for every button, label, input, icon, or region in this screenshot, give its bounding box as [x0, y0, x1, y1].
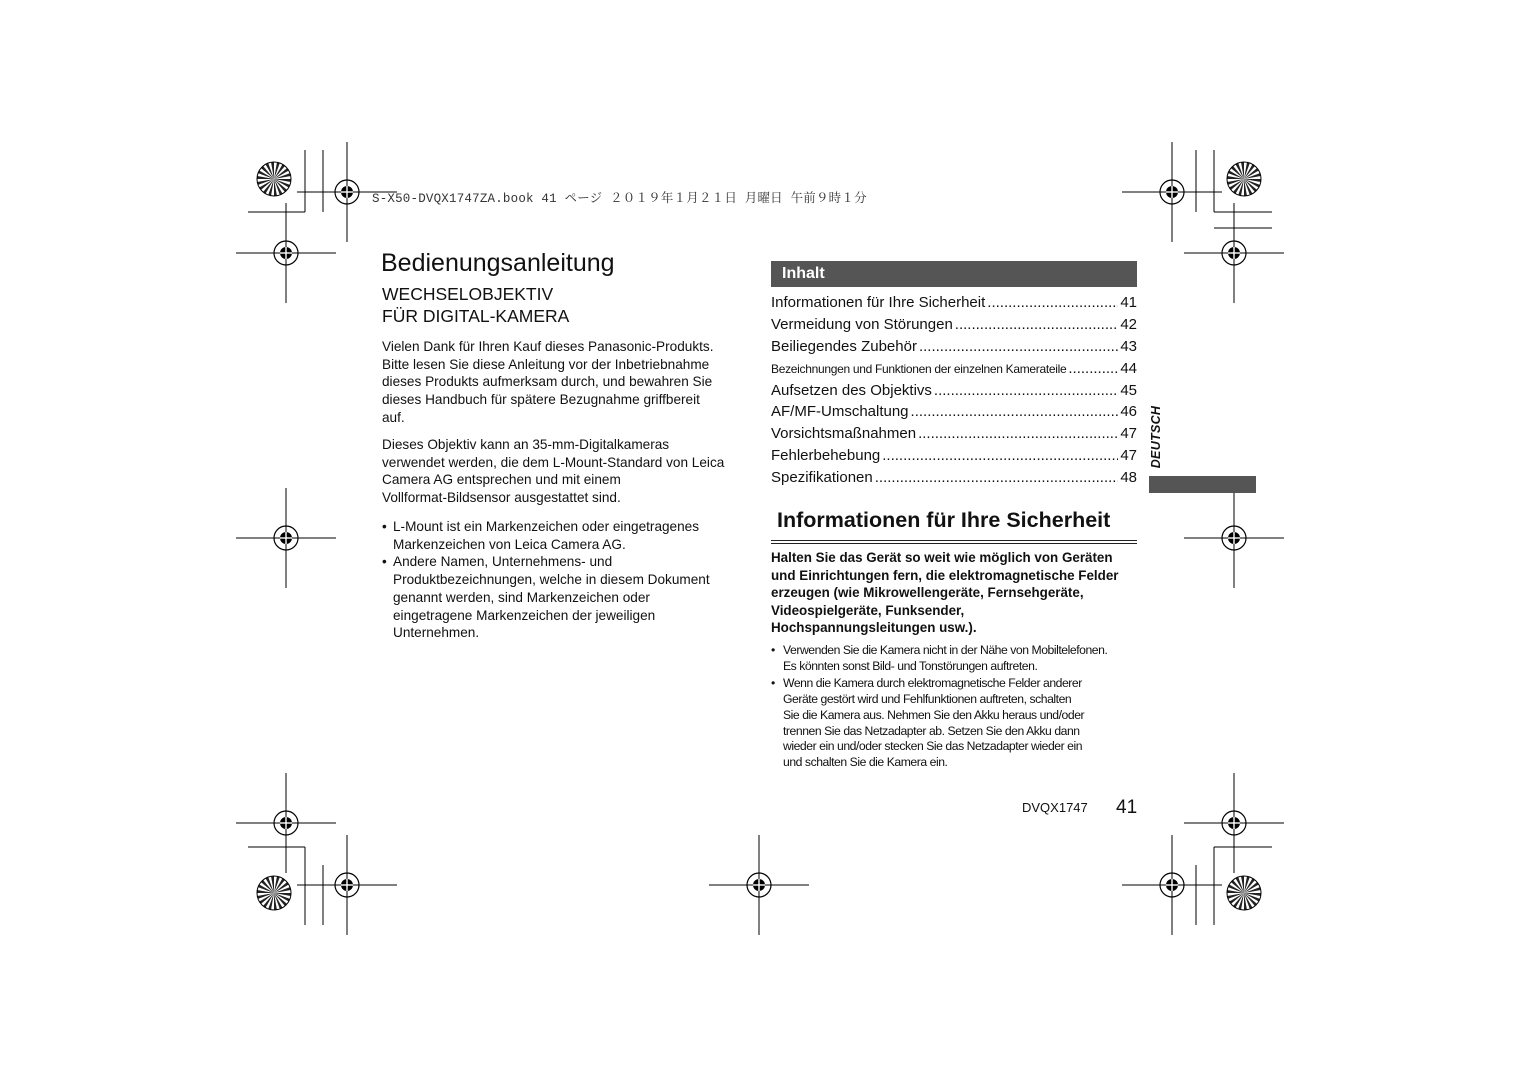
dot-leader [875, 467, 1119, 489]
toc-entry[interactable] [771, 467, 1137, 489]
subtitle-line-2: FÜR DIGITAL-KAMERA [382, 306, 570, 326]
text-line: auf. [382, 409, 405, 425]
text-line: dieses Handbuch für spätere Bezugnahme griffbereit [382, 392, 700, 408]
list-item [771, 676, 1141, 771]
page-number: 41 [1116, 797, 1138, 818]
text-line: und schalten Sie die Kamera ein. [783, 755, 948, 770]
safety-warning [771, 549, 1141, 637]
text-line: eingetragene Markenzeichen der jeweiligen [393, 607, 656, 623]
dot-leader [987, 292, 1118, 314]
toc-entry-page: 46 [1120, 403, 1137, 421]
text-line: wieder ein und/oder stecken Sie das Netzadapter wieder ein [783, 739, 1083, 754]
text-line: Videospielgeräte, Funksender, [771, 602, 965, 618]
toc-entry-title: Vermeidung von Störungen [771, 315, 953, 333]
toc-entry[interactable] [771, 445, 1137, 467]
toc-entry[interactable] [771, 336, 1137, 358]
toc-entry-page: 47 [1120, 447, 1137, 465]
toc-entry-title: AF/MF-Umschaltung [771, 403, 909, 421]
intro-paragraph [382, 338, 750, 427]
dot-leader [918, 423, 1118, 445]
trademark-list [382, 518, 750, 642]
text-line: Vielen Dank für Ihren Kauf dieses Panasonic-Produkts. [382, 339, 714, 354]
toc-entry-page: 44 [1120, 359, 1137, 377]
bullet-icon: • [771, 675, 775, 690]
text-line: Markenzeichen von Leica Camera AG. [393, 536, 626, 552]
section-title: Informationen für Ihre Sicherheit [777, 508, 1111, 532]
lens-paragraph [382, 436, 750, 507]
text-line: Vollformat-Bildsensor ausgestattet sind. [382, 490, 621, 506]
starburst-target-icon [257, 876, 291, 910]
toc-entry-page: 45 [1120, 381, 1137, 399]
toc-entry-page: 43 [1120, 337, 1137, 355]
toc-entry-page: 47 [1120, 425, 1137, 443]
list-item [771, 643, 1141, 675]
text-line: Halten Sie das Gerät so weit wie möglich von Geräten [771, 550, 1113, 565]
text-line: und Einrichtungen fern, die elektromagnetische Felder [771, 567, 1119, 583]
text-line: Dieses Objektiv kann an 35-mm-Digitalkameras [382, 437, 670, 452]
bullet-icon: • [382, 519, 387, 534]
toc-entry-title: Vorsichtsmaßnahmen [771, 425, 917, 443]
list-item [382, 553, 750, 642]
dot-leader [882, 445, 1118, 467]
text-line: Sie die Kamera aus. Nehmen Sie den Akku heraus und/oder [783, 707, 1085, 722]
toc-entry[interactable] [771, 358, 1137, 380]
table-of-contents [771, 292, 1137, 489]
safety-list [771, 643, 1141, 772]
toc-entry-title: Informationen für Ihre Sicherheit [771, 294, 986, 311]
toc-entry-page: 42 [1120, 315, 1137, 333]
text-line: Hochspannungsleitungen usw.). [771, 620, 977, 636]
toc-entry[interactable] [771, 423, 1137, 445]
toc-entry[interactable] [771, 314, 1137, 336]
toc-entry-page: 41 [1120, 294, 1137, 311]
toc-entry[interactable] [771, 292, 1137, 314]
bullet-icon: • [771, 643, 775, 657]
text-line: Verwenden Sie die Kamera nicht in der Nähe von Mobiltelefonen. [783, 643, 1108, 657]
dot-leader [934, 380, 1118, 402]
text-line: Wenn die Kamera durch elektromagnetische Felder anderer [783, 675, 1082, 690]
text-line: L-Mount ist ein Markenzeichen oder eingetragenes [393, 519, 700, 534]
toc-entry-title: Spezifikationen [771, 469, 873, 487]
text-line: Camera AG entsprechen und mit einem [382, 472, 621, 488]
section-divider [771, 540, 1137, 544]
toc-entry-title: Fehlerbehebung [771, 447, 881, 465]
dot-leader [955, 314, 1119, 336]
text-line: verwendet werden, die dem L-Mount-Standard von Leica [382, 454, 725, 470]
toc-entry-page: 48 [1120, 469, 1137, 487]
language-tab [1147, 405, 1165, 469]
text-line: Andere Namen, Unternehmens- und [393, 554, 613, 570]
subtitle-line-1: WECHSELOBJEKTIV [382, 284, 554, 304]
text-line: genannt werden, sind Markenzeichen oder [393, 589, 650, 605]
dot-leader [919, 336, 1118, 358]
page-title: Bedienungsanleitung [381, 249, 615, 277]
book-header: S-X50-DVQX1747ZA.book 41 ページ ２０１９年１月２１日 月曜日 午前９時１分 [372, 192, 867, 206]
text-line: Es könnten sonst Bild- und Tonstörungen auftreten. [783, 658, 1038, 673]
text-line: trennen Sie das Netzadapter ab. Setzen Sie den Akku dann [783, 723, 1080, 738]
toc-entry-title: Bezeichnungen und Funktionen der einzelnen Kamerateile [771, 361, 1067, 376]
starburst-target-icon [1227, 876, 1261, 910]
text-line: erzeugen (wie Mikrowellengeräte, Fernsehgeräte, [771, 585, 1084, 601]
toc-entry-title: Aufsetzen des Objektivs [771, 381, 932, 399]
text-line: Bitte lesen Sie diese Anleitung vor der Inbetriebnahme [382, 356, 710, 372]
language-tab-bar [1149, 476, 1256, 493]
dot-leader [1068, 358, 1118, 380]
bullet-icon: • [382, 554, 387, 570]
starburst-target-icon [257, 162, 291, 196]
text-line: dieses Produkts aufmerksam durch, und bewahren Sie [382, 374, 713, 390]
starburst-target-icon [1227, 162, 1261, 196]
text-line: Unternehmen. [393, 625, 480, 641]
dot-leader [911, 401, 1119, 423]
toc-heading: Inhalt [771, 261, 1137, 287]
text-line: Produktbezeichnungen, welche in diesem Dokument [393, 572, 710, 588]
toc-entry-title: Beiliegendes Zubehör [771, 337, 917, 355]
document-code: DVQX1747 [1022, 800, 1088, 815]
toc-entry[interactable] [771, 401, 1137, 423]
language-tab-label: DEUTSCH [1149, 405, 1163, 469]
toc-entry[interactable] [771, 380, 1137, 402]
text-line: Geräte gestört wird und Fehlfunktionen auftreten, schalten [783, 691, 1072, 706]
list-item [382, 518, 750, 553]
